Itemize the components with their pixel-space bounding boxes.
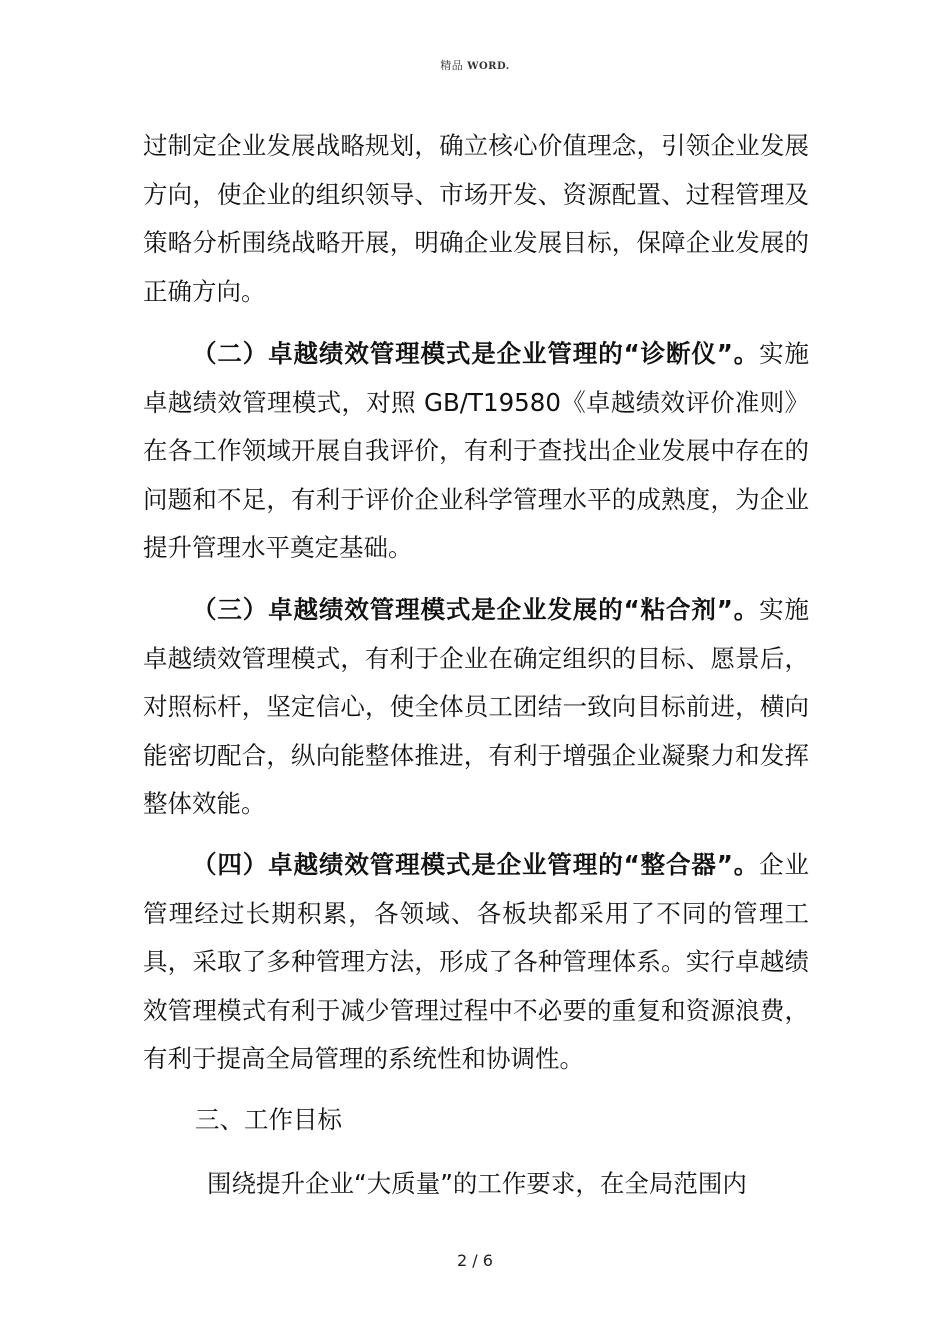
paragraph-diagnostic <box>143 330 809 573</box>
paragraph-lead: （三）卓越绩效管理模式是企业发展的“粘合剂”。 <box>192 595 760 624</box>
paragraph-body: 企业管理经过长期积累，各领域、各板块都采用了不同的管理工具，采取了多种管理方法，形成了各种管理体系。实行卓越绩效管理模式有利于减少管理过程中不必要的重复和资源浪费，有利于提高全局管理的系统性和协调性。 <box>143 850 810 1073</box>
page-header <box>0 57 950 73</box>
paragraph-lead: （二）卓越绩效管理模式是企业管理的“诊断仪”。 <box>192 339 760 368</box>
paragraph-body: 实施卓越绩效管理模式，对照 GB/T19580《卓越绩效评价准则》在各工作领域开展自我评价，有利于查找出企业发展中存在的问题和不足，有利于评价企业科学管理水平的成熟度，为企业提升管理水平奠定基础。 <box>143 339 810 562</box>
header-brand: WORD. <box>467 61 510 72</box>
paragraph-adhesive <box>143 586 809 829</box>
paragraph-goal: 围绕提升企业“大质量”的工作要求，在全局范围内 <box>207 1169 747 1198</box>
paragraph-strategy: 过制定企业发展战略规划，确立核心价值理念，引领企业发展方向，使企业的组织领导、市场开发、资源配置、过程管理及策略分析围绕战略开展，明确企业发展目标，保障企业发展的正确方向。 <box>143 131 809 306</box>
page-number: 2 / 6 <box>457 1251 493 1270</box>
header-prefix: 精品 <box>440 59 468 72</box>
paragraph-lead: （四）卓越绩效管理模式是企业管理的“整合器”。 <box>192 850 760 879</box>
paragraph-body: 实施卓越绩效管理模式，有利于企业在确定组织的目标、愿景后，对照标杆，坚定信心，使全体员工团结一致向目标前进，横向能密切配合，纵向能整体推进，有利于增强企业凝聚力和发挥整体效能。 <box>143 595 810 818</box>
section-heading: 三、工作目标 <box>195 1105 342 1134</box>
paragraph-integrator <box>143 841 809 1084</box>
